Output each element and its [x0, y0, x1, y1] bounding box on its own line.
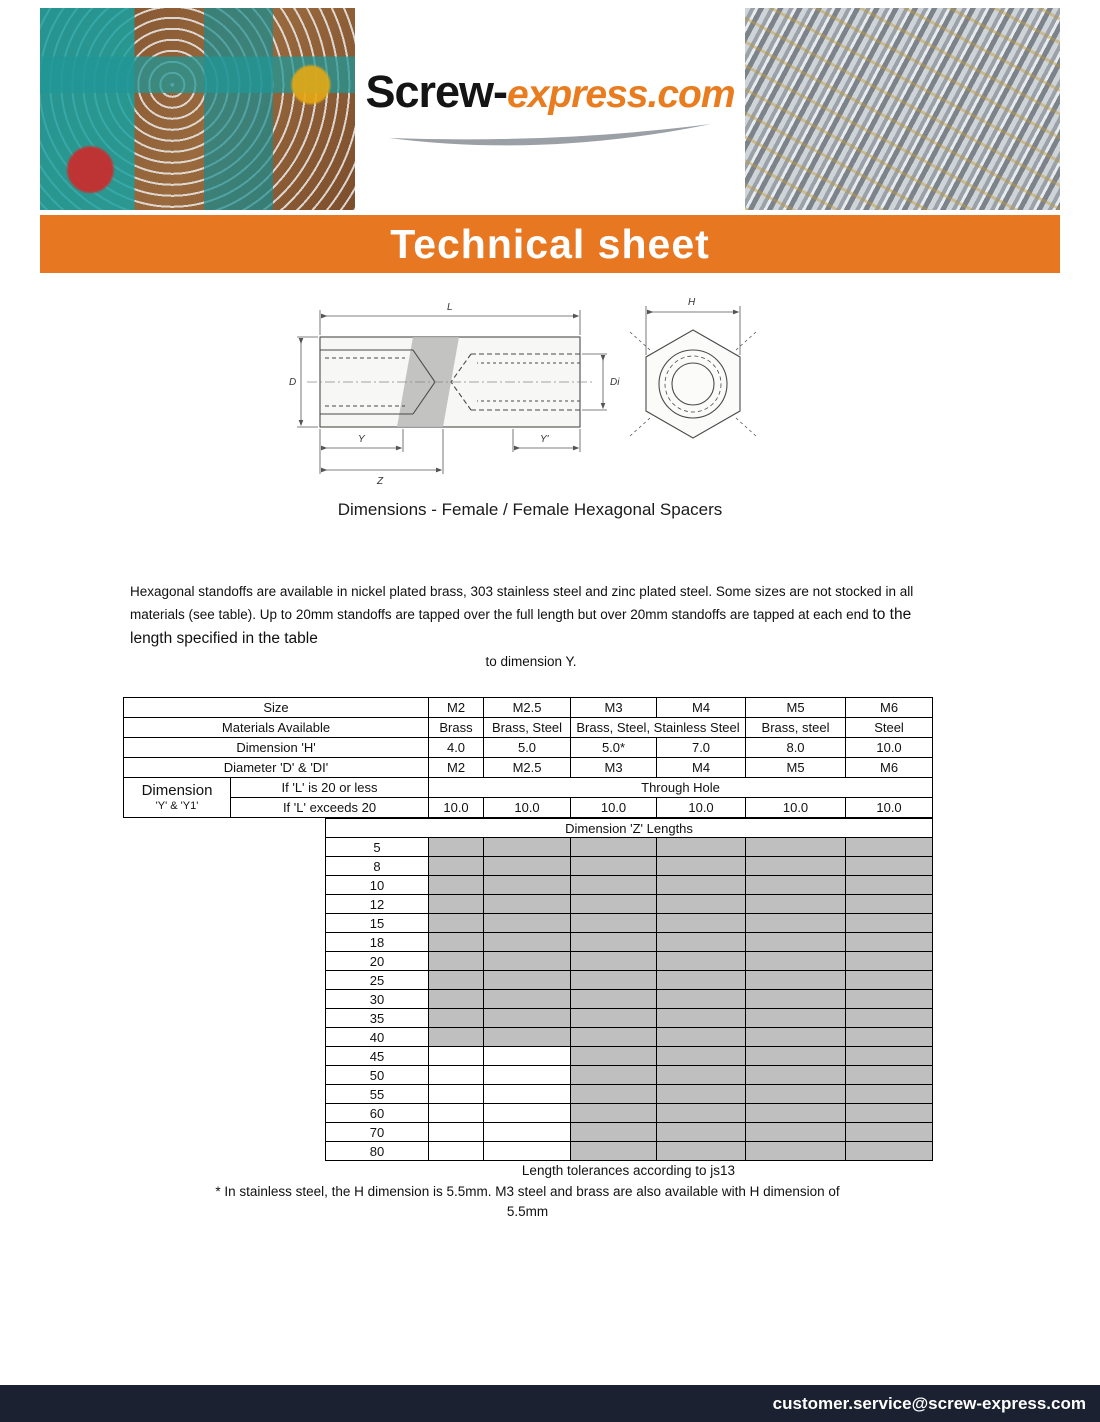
y-value-cell: 10.0	[429, 798, 484, 818]
z-available-cell	[746, 1142, 846, 1161]
z-length-label: 40	[326, 1028, 429, 1047]
z-available-cell	[571, 914, 657, 933]
diameter-cell: M3	[571, 758, 657, 778]
z-length-label: 50	[326, 1066, 429, 1085]
z-available-cell	[429, 857, 484, 876]
z-available-cell	[846, 1066, 933, 1085]
z-available-cell	[429, 971, 484, 990]
dimension-h-label: Dimension 'H'	[124, 738, 429, 758]
z-available-cell	[657, 1047, 746, 1066]
brand-logo-text	[365, 66, 734, 118]
y-dimension-label-line1: Dimension	[141, 781, 213, 799]
z-available-cell	[657, 1009, 746, 1028]
dimension-h-cell: 5.0*	[571, 738, 657, 758]
z-row	[326, 1066, 933, 1085]
z-available-cell	[746, 895, 846, 914]
dim-label-Z: Z	[377, 476, 384, 487]
z-available-cell	[429, 838, 484, 857]
z-available-cell	[571, 1066, 657, 1085]
z-row	[326, 1009, 933, 1028]
brand-name-primary: Screw-	[365, 66, 508, 117]
z-row	[326, 838, 933, 857]
z-available-cell	[746, 876, 846, 895]
footnote-line1: * In stainless steel, the H dimension is 5.5mm. M3 steel and brass are also available with H dimension of	[215, 1184, 840, 1199]
z-available-cell	[657, 838, 746, 857]
z-available-cell	[746, 933, 846, 952]
z-available-cell	[484, 876, 571, 895]
materials-cell: Brass, Steel, Stainless Steel	[571, 718, 746, 738]
z-row	[326, 1047, 933, 1066]
z-row	[326, 1028, 933, 1047]
y-dimension-label-line2: 'Y' & 'Y1'	[155, 799, 199, 812]
z-available-cell	[746, 1123, 846, 1142]
dimension-h-cell: 4.0	[429, 738, 484, 758]
z-available-cell	[484, 971, 571, 990]
z-row	[326, 876, 933, 895]
z-row	[326, 1104, 933, 1123]
z-header-label: Dimension 'Z' Lengths	[326, 819, 933, 838]
z-available-cell	[571, 838, 657, 857]
y-value-merged-cell: Through Hole	[429, 778, 933, 798]
z-available-cell	[846, 1028, 933, 1047]
z-available-cell	[846, 933, 933, 952]
z-row	[326, 952, 933, 971]
spec-tables	[123, 697, 983, 1223]
z-available-cell	[571, 952, 657, 971]
dim-label-Y: Y	[358, 434, 365, 445]
z-available-cell	[484, 1009, 571, 1028]
z-available-cell	[657, 1066, 746, 1085]
z-length-label: 30	[326, 990, 429, 1009]
z-length-label: 70	[326, 1123, 429, 1142]
z-unavailable-cell	[484, 1066, 571, 1085]
z-length-label: 8	[326, 857, 429, 876]
dim-label-Yprime: Y'	[540, 434, 549, 445]
tolerance-note: Length tolerances according to js13	[521, 1163, 736, 1178]
z-available-cell	[746, 1085, 846, 1104]
materials-row-label: Materials Available	[124, 718, 429, 738]
z-available-cell	[657, 990, 746, 1009]
z-length-label: 10	[326, 876, 429, 895]
z-available-cell	[571, 1047, 657, 1066]
z-available-cell	[484, 857, 571, 876]
size-cell: M6	[846, 698, 933, 718]
size-cell: M4	[657, 698, 746, 718]
dimension-h-cell: 7.0	[657, 738, 746, 758]
z-length-label: 5	[326, 838, 429, 857]
z-available-cell	[571, 1085, 657, 1104]
z-available-cell	[484, 895, 571, 914]
diameter-cell: M4	[657, 758, 746, 778]
size-cell: M3	[571, 698, 657, 718]
z-available-cell	[484, 914, 571, 933]
z-available-cell	[429, 990, 484, 1009]
z-unavailable-cell	[484, 1123, 571, 1142]
dim-label-Di: Di	[610, 377, 620, 388]
technical-drawing	[285, 292, 785, 497]
z-lengths-table	[325, 818, 933, 1161]
z-length-label: 18	[326, 933, 429, 952]
z-available-cell	[846, 971, 933, 990]
z-available-cell	[746, 1028, 846, 1047]
z-row	[326, 914, 933, 933]
z-available-cell	[746, 1009, 846, 1028]
z-unavailable-cell	[429, 1047, 484, 1066]
z-available-cell	[571, 971, 657, 990]
intro-tail: to dimension Y.	[485, 653, 577, 669]
z-available-cell	[657, 1104, 746, 1123]
z-available-cell	[571, 990, 657, 1009]
z-row	[326, 1085, 933, 1104]
z-available-cell	[846, 838, 933, 857]
z-available-cell	[846, 1047, 933, 1066]
z-available-cell	[571, 1028, 657, 1047]
z-available-cell	[746, 952, 846, 971]
z-available-cell	[429, 933, 484, 952]
footer-email: customer.service@screw-express.com	[772, 1394, 1086, 1413]
z-available-cell	[571, 1142, 657, 1161]
size-cell: M2.5	[484, 698, 571, 718]
z-available-cell	[846, 1009, 933, 1028]
z-available-cell	[746, 914, 846, 933]
dimension-h-row	[124, 738, 933, 758]
z-length-label: 20	[326, 952, 429, 971]
z-available-cell	[846, 1123, 933, 1142]
header-photo-screws	[745, 8, 1060, 210]
page-title: Technical sheet	[390, 221, 710, 267]
z-available-cell	[657, 1142, 746, 1161]
z-available-cell	[429, 895, 484, 914]
materials-cell: Steel	[846, 718, 933, 738]
intro-emphasis: to the length specified in the table	[130, 605, 912, 647]
materials-cell: Brass	[429, 718, 484, 738]
z-row	[326, 990, 933, 1009]
z-available-cell	[846, 1142, 933, 1161]
z-available-cell	[571, 933, 657, 952]
dim-label-D: D	[289, 377, 297, 388]
z-available-cell	[484, 990, 571, 1009]
diameter-cell: M2.5	[484, 758, 571, 778]
z-row	[326, 1123, 933, 1142]
title-banner	[40, 215, 1060, 273]
brand-logo	[355, 8, 745, 210]
y-dimension-row-1	[124, 778, 933, 798]
z-row	[326, 895, 933, 914]
z-available-cell	[484, 933, 571, 952]
z-available-cell	[657, 876, 746, 895]
diameter-cell: M5	[746, 758, 846, 778]
y-condition-cell: If 'L' exceeds 20	[231, 798, 429, 818]
y-dimension-group-label	[124, 778, 231, 818]
materials-cell: Brass, steel	[746, 718, 846, 738]
z-row	[326, 933, 933, 952]
z-available-cell	[429, 1009, 484, 1028]
z-unavailable-cell	[484, 1142, 571, 1161]
z-available-cell	[484, 838, 571, 857]
materials-cell: Brass, Steel	[484, 718, 571, 738]
y-value-cell: 10.0	[571, 798, 657, 818]
z-available-cell	[846, 895, 933, 914]
z-available-cell	[429, 1028, 484, 1047]
z-available-cell	[846, 1104, 933, 1123]
z-length-label: 60	[326, 1104, 429, 1123]
z-available-cell	[846, 990, 933, 1009]
diameter-row	[124, 758, 933, 778]
z-available-cell	[429, 914, 484, 933]
z-available-cell	[571, 876, 657, 895]
z-available-cell	[571, 1009, 657, 1028]
footer-bar	[0, 1385, 1100, 1422]
spec-table	[123, 697, 933, 818]
y-value-cell: 10.0	[846, 798, 933, 818]
dim-label-L: L	[447, 302, 453, 313]
z-available-cell	[846, 1085, 933, 1104]
z-available-cell	[657, 1085, 746, 1104]
z-row	[326, 971, 933, 990]
diameter-cell: M2	[429, 758, 484, 778]
z-unavailable-cell	[429, 1123, 484, 1142]
brand-name-secondary: express.com	[507, 73, 735, 116]
z-available-cell	[746, 971, 846, 990]
z-unavailable-cell	[484, 1104, 571, 1123]
z-unavailable-cell	[484, 1085, 571, 1104]
diameter-cell: M6	[846, 758, 933, 778]
z-header-row	[326, 819, 933, 838]
z-length-label: 45	[326, 1047, 429, 1066]
size-cell: M2	[429, 698, 484, 718]
z-available-cell	[746, 857, 846, 876]
z-available-cell	[846, 914, 933, 933]
intro-paragraph: Hexagonal standoffs are available in nickel plated brass, 303 stainless steel and zinc plated steel. Some sizes are not stocked in all materials (see table). Up to 20mm standoffs are tapped over the full length but over 20mm standoffs are tapped at each end	[130, 584, 914, 622]
drawing-caption: Dimensions - Female / Female Hexagonal Spacers	[337, 500, 723, 519]
z-available-cell	[571, 1104, 657, 1123]
z-unavailable-cell	[429, 1085, 484, 1104]
materials-row	[124, 718, 933, 738]
z-available-cell	[746, 1066, 846, 1085]
y-value-cell: 10.0	[746, 798, 846, 818]
z-unavailable-cell	[429, 1066, 484, 1085]
y-condition-cell: If 'L' is 20 or less	[231, 778, 429, 798]
z-available-cell	[846, 857, 933, 876]
z-available-cell	[657, 857, 746, 876]
z-row	[326, 857, 933, 876]
dim-label-H: H	[688, 297, 696, 308]
z-row	[326, 1142, 933, 1161]
z-unavailable-cell	[429, 1104, 484, 1123]
z-available-cell	[746, 990, 846, 1009]
z-available-cell	[429, 876, 484, 895]
z-available-cell	[746, 1104, 846, 1123]
z-available-cell	[746, 1047, 846, 1066]
z-available-cell	[846, 876, 933, 895]
dimension-h-cell: 10.0	[846, 738, 933, 758]
z-unavailable-cell	[429, 1142, 484, 1161]
z-available-cell	[571, 1123, 657, 1142]
z-available-cell	[429, 952, 484, 971]
z-available-cell	[746, 838, 846, 857]
diameter-row-label: Diameter 'D' & 'DI'	[124, 758, 429, 778]
y-value-cell: 10.0	[484, 798, 571, 818]
z-length-label: 12	[326, 895, 429, 914]
z-available-cell	[846, 952, 933, 971]
z-available-cell	[657, 1123, 746, 1142]
header-photo-workbench	[40, 8, 355, 210]
z-available-cell	[657, 1028, 746, 1047]
logo-swoosh-icon	[385, 118, 715, 152]
dimension-h-cell: 5.0	[484, 738, 571, 758]
y-value-cell: 10.0	[657, 798, 746, 818]
z-unavailable-cell	[484, 1047, 571, 1066]
size-row	[124, 698, 933, 718]
size-row-label: Size	[124, 698, 429, 718]
footnote	[123, 1182, 932, 1223]
z-available-cell	[657, 933, 746, 952]
z-length-label: 25	[326, 971, 429, 990]
intro-text	[130, 582, 932, 673]
z-length-label: 35	[326, 1009, 429, 1028]
z-available-cell	[657, 895, 746, 914]
dimension-h-cell: 8.0	[746, 738, 846, 758]
z-available-cell	[657, 952, 746, 971]
z-length-label: 15	[326, 914, 429, 933]
size-cell: M5	[746, 698, 846, 718]
z-length-label: 80	[326, 1142, 429, 1161]
z-available-cell	[484, 1028, 571, 1047]
z-available-cell	[571, 895, 657, 914]
z-available-cell	[657, 914, 746, 933]
footnote-line2: 5.5mm	[506, 1204, 549, 1220]
z-available-cell	[657, 971, 746, 990]
z-available-cell	[484, 952, 571, 971]
z-available-cell	[571, 857, 657, 876]
y-dimension-row-2	[124, 798, 933, 818]
z-length-label: 55	[326, 1085, 429, 1104]
